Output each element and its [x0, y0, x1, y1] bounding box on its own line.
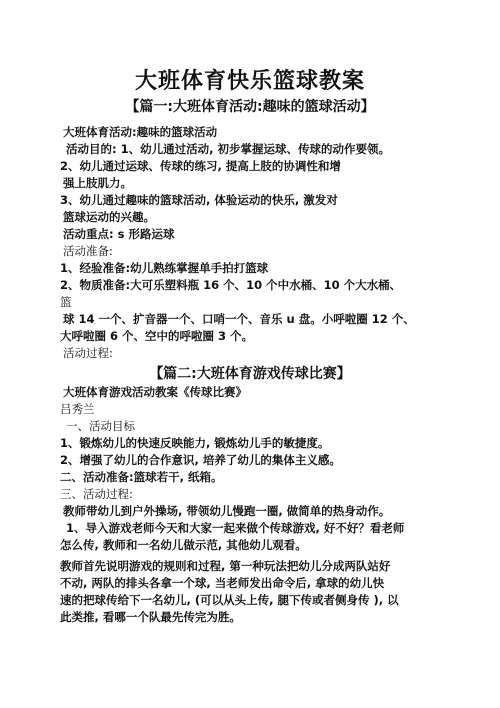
text-line: 此类推, 看哪一个队最先传完为胜。: [60, 610, 241, 624]
section-heading-1: 【篇一:大班体育活动:趣味的篮球活动】: [125, 99, 375, 115]
text-line: 2、增强了幼儿的合作意识, 培养了幼儿的集体主义感。: [60, 453, 341, 467]
section-heading-2: 【篇二:大班体育游戏传球比赛】: [149, 366, 351, 382]
text-line: 三、活动过程:: [60, 487, 133, 501]
text-line: 一、活动目标: [66, 419, 135, 433]
text-line: 教师首先说明游戏的规则和过程, 第一种玩法把幼儿分成两队站好: [60, 559, 391, 573]
text-line: 3、幼儿通过趣味的篮球活动, 体验运动的快乐, 激发对: [60, 193, 338, 207]
text-line: 1、导入游戏老师今天和大家一起来做个传球游戏, 好不好？看老师: [66, 521, 405, 535]
text-line: 篮: [60, 295, 72, 309]
text-line: 篮球运动的兴趣。: [63, 210, 155, 224]
text-line: 球 14 一个、扩音器一个、口哨一个、音乐 u 盘。小呼啦圈 12 个、: [63, 312, 415, 326]
text-line: 2、物质准备:大可乐塑料瓶 16 个、10 个中水桶、10 个大水桶、: [60, 278, 402, 292]
text-line: 活动过程:: [63, 346, 113, 360]
text-line: 强上肢肌力。: [63, 176, 132, 190]
text-line: 1、锻炼幼儿的快速反映能力, 锻炼幼儿手的敏捷度。: [60, 436, 330, 450]
text-line: 活动目的: 1、幼儿通过活动, 初步掌握运球、传球的动作要领。: [66, 142, 390, 156]
text-line: 吕秀兰: [60, 402, 95, 416]
text-line: 2、幼儿通过运球、传球的练习, 提高上肢的协调性和增: [60, 159, 341, 173]
page-title: 大班体育快乐篮球教案: [134, 69, 365, 94]
text-line: 大呼啦圈 6 个、空中的呼啦圈 3 个。: [60, 329, 254, 343]
text-line: 活动重点: s 形路运球: [63, 227, 175, 241]
text-line: 速的把球传给下一名幼儿, (可以从头上传, 腿下传或者侧身传 ), 以: [60, 593, 399, 607]
text-line: 1、经验准备:幼儿熟练掌握单手拍打篮球: [60, 261, 269, 275]
text-line: 不动, 两队的排头各拿一个球, 当老师发出命令后, 拿球的幼儿快: [60, 576, 385, 590]
text-line: 教师带幼儿到户外操场, 带领幼儿慢跑一圈, 做简单的热身动作。: [63, 504, 391, 518]
text-line: 二、活动准备:篮球若干, 纸箱。: [60, 470, 223, 484]
text-line: 怎么传, 教师和一名幼儿做示范, 其他幼儿观看。: [60, 538, 307, 552]
text-line: 活动准备:: [63, 244, 113, 258]
text-line: 大班体育活动:趣味的篮球活动: [63, 125, 218, 139]
text-line: 大班体育游戏活动教案《传球比赛》: [63, 385, 247, 399]
